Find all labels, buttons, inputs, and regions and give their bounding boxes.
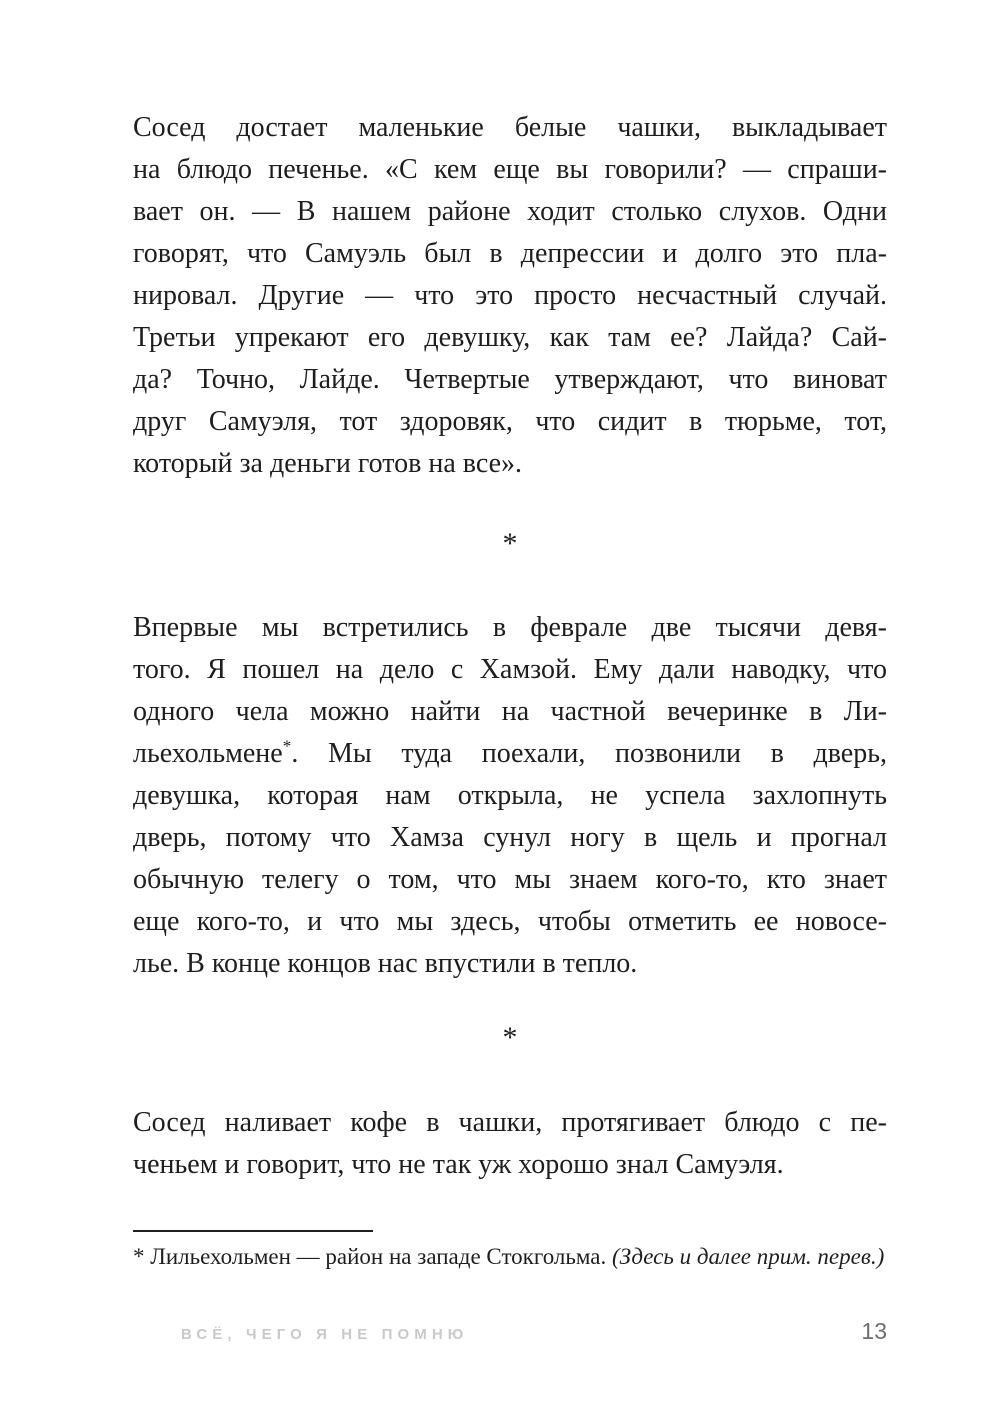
page-footer: [133, 1318, 887, 1345]
text-line: нировал. Другие — что это просто несчастный случай.: [133, 280, 887, 311]
page-number: 13: [861, 1318, 887, 1344]
text-line: одного чела можно найти на частной вечеринке в Ли-: [133, 696, 887, 727]
asterisk-separator: *: [502, 1021, 518, 1054]
running-title: ВСЁ, ЧЕГО Я НЕ ПОМНЮ: [181, 1326, 469, 1343]
text-segment: . Мы туда поехали, позвонили в дверь,: [291, 738, 887, 769]
text-line: Третьи упрекают его девушку, как там ее? Лайда? Сай-: [133, 322, 887, 353]
text-line: девушка, которая нам открыла, не успела захлопнуть: [133, 780, 887, 811]
paragraph-3: [133, 1102, 887, 1186]
text-line: говорят, что Самуэль был в депрессии и долго это пла-: [133, 238, 887, 269]
footnote: [133, 1240, 887, 1274]
paragraph-1: [133, 107, 887, 485]
asterisk-separator: *: [502, 527, 518, 560]
text-line: лье. В конце концов нас впустили в тепло.: [133, 948, 638, 979]
section-separator-2: [133, 1017, 887, 1059]
section-separator-1: [133, 523, 887, 565]
text-line: который за деньги готов на все».: [133, 448, 523, 479]
text-line: друг Самуэля, тот здоровяк, что сидит в тюрьме, тот,: [133, 406, 887, 437]
footnote-rule: [133, 1230, 373, 1232]
text-line: вает он. — В нашем районе ходит столько слухов. Одни: [133, 196, 887, 227]
text-line: обычную телегу о том, что мы знаем кого-то, кто знает: [133, 864, 887, 895]
text-line-with-footnote-ref: [133, 733, 887, 775]
text-segment: льехольмене: [133, 738, 283, 769]
text-line: еще кого-то, и что мы здесь, чтобы отметить ее новосе-: [133, 906, 887, 937]
text-line: на блюдо печенье. «С кем еще вы говорили? — спраши-: [133, 154, 887, 185]
footnote-marker: *: [133, 1244, 151, 1269]
text-line: дверь, потому что Хамза сунул ногу в щель и прогнал: [133, 822, 887, 853]
footnote-text: Лильехольмен — район на западе Стокгольма.: [150, 1244, 607, 1269]
text-line: Сосед наливает кофе в чашки, протягивает блюдо с пе-: [133, 1107, 887, 1138]
footnote-translator-note: (Здесь и далее прим. перев.): [612, 1244, 885, 1269]
text-line: того. Я пошел на дело с Хамзой. Ему дали наводку, что: [133, 654, 887, 685]
paragraph-2: [133, 607, 887, 985]
text-line: Впервые мы встретились в феврале две тысячи девя-: [133, 612, 887, 643]
footnote-ref-asterisk: *: [282, 736, 292, 756]
text-line: ченьем и говорит, что не так уж хорошо знал Самуэля.: [133, 1149, 784, 1180]
text-line: Сосед достает маленькие белые чашки, выкладывает: [133, 112, 887, 143]
text-line: да? Точно, Лайде. Четвертые утверждают, что виноват: [133, 364, 887, 395]
